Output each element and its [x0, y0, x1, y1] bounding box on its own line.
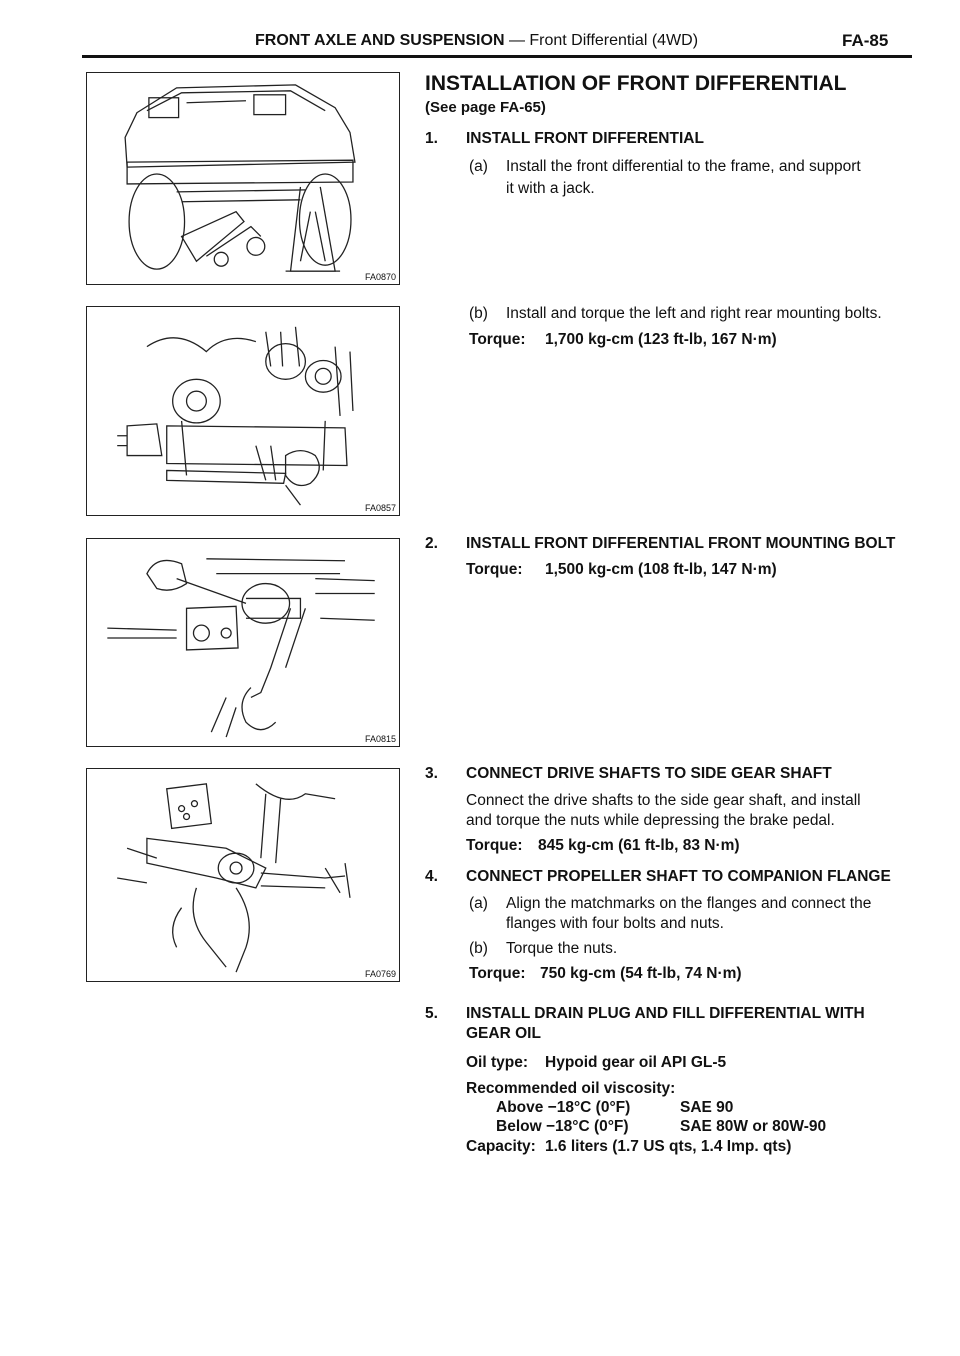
header-subsection: Front Differential (4WD): [529, 32, 699, 49]
section-title: INSTALLATION OF FRONT DIFFERENTIAL: [425, 72, 847, 95]
step-heading: CONNECT PROPELLER SHAFT TO COMPANION FLANGE: [466, 868, 891, 885]
step-number: 1.: [425, 130, 438, 147]
figure-code: FA0870: [364, 272, 396, 282]
torque-label: Torque:: [466, 837, 523, 854]
torque-label: Torque:: [466, 561, 523, 578]
torque-label: Torque:: [469, 331, 526, 348]
substep-text: Install and torque the left and right rear mounting bolts.: [506, 305, 882, 322]
figure-front-mounting-bolt: [86, 538, 400, 747]
step-heading: INSTALL DRAIN PLUG AND FILL DIFFERENTIAL WITH: [466, 1005, 865, 1022]
substep-text: it with a jack.: [506, 180, 595, 197]
step-heading: CONNECT DRIVE SHAFTS TO SIDE GEAR SHAFT: [466, 765, 832, 782]
step-heading: GEAR OIL: [466, 1025, 541, 1042]
substep-text: Torque the nuts.: [506, 940, 618, 957]
step-number: 5.: [425, 1005, 438, 1022]
figure-vehicle-on-jack: [86, 72, 400, 285]
figure-code: FA0815: [364, 734, 396, 744]
figure-code: FA0769: [364, 969, 396, 979]
step-number: 2.: [425, 535, 438, 552]
header-dash: —: [504, 32, 530, 49]
oil-type-value: Hypoid gear oil API GL-5: [545, 1054, 727, 1071]
substep-text: Align the matchmarks on the flanges and connect the: [506, 895, 872, 912]
oil-type-label: Oil type:: [466, 1054, 529, 1071]
torque-value: 750 kg-cm (54 ft-lb, 74 N·m): [540, 965, 742, 982]
substep-text: flanges with four bolts and nuts.: [506, 915, 724, 932]
step-text: and torque the nuts while depressing the brake pedal.: [466, 812, 835, 829]
viscosity-above-value: SAE 90: [680, 1099, 734, 1116]
viscosity-below-value: SAE 80W or 80W-90: [680, 1118, 827, 1135]
step-number: 4.: [425, 868, 438, 885]
torque-label: Torque:: [469, 965, 526, 982]
step-text: Connect the drive shafts to the side gear shaft, and install: [466, 792, 861, 809]
substep-text: Install the front differential to the frame, and support: [506, 158, 861, 175]
torque-value: 1,500 kg-cm (108 ft-lb, 147 N·m): [545, 561, 777, 578]
header-section: FRONT AXLE AND SUSPENSION: [255, 32, 505, 49]
step-heading: INSTALL FRONT DIFFERENTIAL: [466, 130, 704, 147]
step-heading: INSTALL FRONT DIFFERENTIAL FRONT MOUNTING BOLT: [466, 535, 896, 552]
viscosity-below-label: Below −18°C (0°F): [496, 1118, 629, 1135]
step-number: 3.: [425, 765, 438, 782]
substep-label: (b): [469, 305, 488, 322]
torque-value: 845 kg-cm (61 ft-lb, 83 N·m): [538, 837, 740, 854]
figure-rear-mounting-bolts: [86, 306, 400, 516]
viscosity-label: Recommended oil viscosity:: [466, 1080, 676, 1097]
figure-drive-shaft-connection: [86, 768, 400, 982]
page-number: FA-85: [842, 31, 889, 50]
page-header-title: [255, 32, 698, 50]
page-reference: (See page FA-65): [425, 99, 546, 116]
substep-label: (a): [469, 895, 488, 912]
capacity-label: Capacity:: [466, 1138, 536, 1155]
torque-value: 1,700 kg-cm (123 ft-lb, 167 N·m): [545, 331, 777, 348]
viscosity-above-label: Above −18°C (0°F): [496, 1099, 631, 1116]
substep-label: (b): [469, 940, 488, 957]
capacity-value: 1.6 liters (1.7 US qts, 1.4 Imp. qts): [545, 1138, 792, 1155]
substep-label: (a): [469, 158, 488, 175]
figure-code: FA0857: [364, 503, 396, 513]
header-rule: [82, 55, 912, 58]
